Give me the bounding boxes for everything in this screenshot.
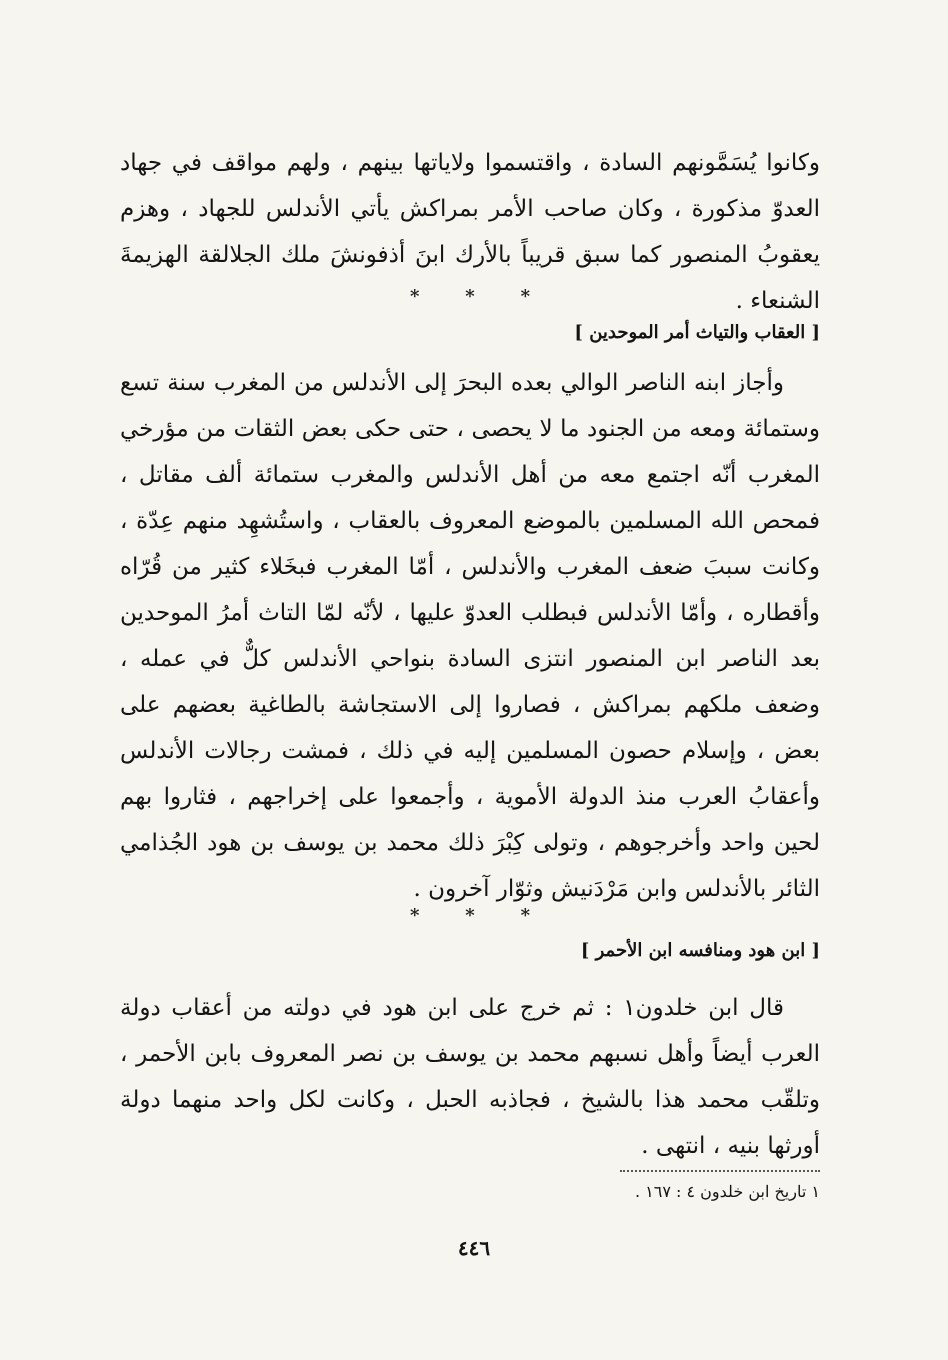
last-paragraph (120, 985, 820, 1169)
footnote: ١ تاريخ ابن خلدون ٤ : ١٦٧ . (634, 1182, 820, 1201)
separator-star: * (465, 905, 475, 926)
intro-paragraph-text: وكانوا يُسَمَّونهم السادة ، واقتسموا ولاياتها بينهم ، ولهم مواقف في جهاد العدوّ مذكورة ، وكان صاحب الأمر بمراكش يأتي الأندلس للجهاد ، وهزم يعقوبُ المنصور كما سبق قريباً بالأرك ابنَ أذفونشَ ملك الجلالقة الهزيمةَ الشنعاء . (120, 150, 820, 314)
separator-star: * (465, 286, 475, 307)
separator-star: * (520, 286, 530, 307)
section-heading-uqab: [ العقاب والتياث أمر الموحدين ] (574, 322, 820, 343)
last-paragraph-text: قال ابن خلدون١ : ثم خرج على ابن هود في دولته من أعقاب دولة العرب أيضاً وأهل نسبهم محمد بن يوسف بن نصر المعروف بابن الأحمر ، وتلقّب محمد هذا بالشيخ ، فجاذبه الحبل ، وكانت لكل واحد منهما دولة أورثها بنيه ، انتهى . (120, 995, 820, 1159)
main-paragraph (120, 360, 820, 912)
separator-star: * (410, 905, 420, 926)
section-separator-2 (410, 905, 530, 926)
main-paragraph-text: وأجاز ابنه الناصر الوالي بعده البحرَ إلى الأندلس من المغرب سنة تسع وستمائة ومعه من الجنود ما لا يحصى ، حتى حكى بعض الثقات من مؤرخي المغرب أنّه اجتمع معه من أهل الأندلس والمغرب ستمائة ألف مقاتل ، فمحص الله المسلمين بالموضع المعروف بالعقاب ، واستُشهِد منهم عِدّة ، وكانت سببَ ضعف المغرب والأندلس ، أمّا المغرب فبخَلاء كثير من قُرّاه وأقطاره ، وأمّا الأندلس فبطلب العدوّ عليها ، لأنّه لمّا التاث أمرُ الموحدين بعد الناصر ابن المنصور انتزى السادة بنواحي الأندلس كلٌّ في عمله ، وضعف ملكهم بمراكش ، فصاروا إلى الاستجاشة بالطاغية بعضهم على بعض ، وإسلام حصون المسلمين إليه في ذلك ، فمشت رجالات الأندلس وأعقابُ العرب منذ الدولة الأموية ، وأجمعوا على إخراجهم ، فثاروا بهم لحين واحد وأخرجوهم ، وتولى كِبْرَ ذلك محمد بن يوسف بن هود الجُذامي الثائر بالأندلس وابن مَرْدَنيش وثوّار آخرون . (120, 370, 820, 902)
page-number: ٤٤٦ (457, 1236, 491, 1260)
separator-star: * (410, 286, 420, 307)
separator-star: * (520, 905, 530, 926)
section-separator-1 (410, 286, 530, 307)
section-heading-ibn-hud: [ ابن هود ومنافسه ابن الأحمر ] (580, 940, 820, 961)
footnote-divider (620, 1170, 820, 1172)
